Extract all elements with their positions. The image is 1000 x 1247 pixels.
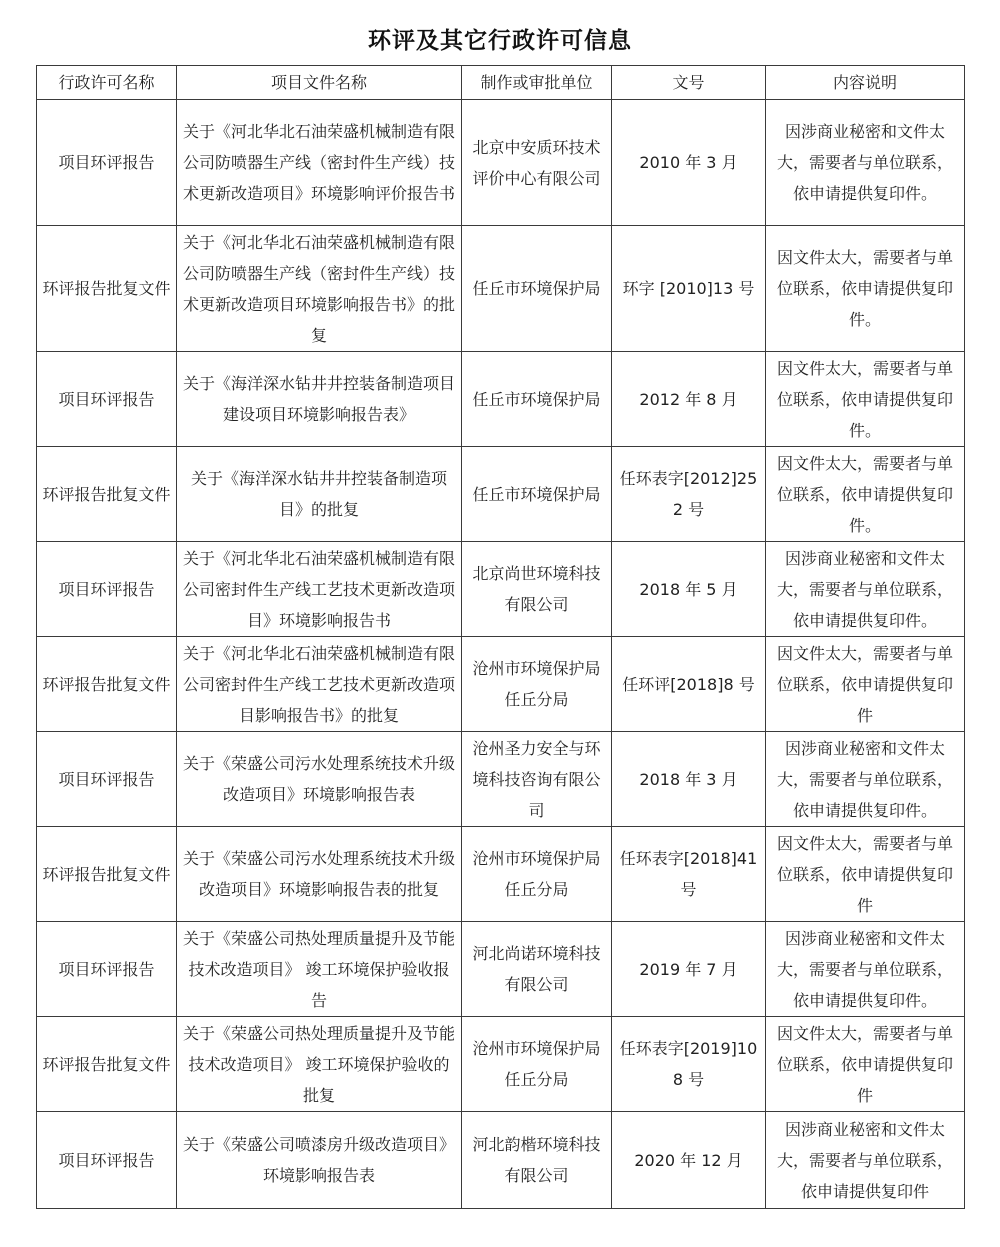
table-row xyxy=(37,922,965,1017)
description-cell: 因文件太大，需要者与单位联系，依申请提供复印件。 xyxy=(766,352,965,447)
doc-number-cell: 环字 [2010]13 号 xyxy=(612,226,766,352)
description-cell: 因文件太大，需要者与单位联系，依申请提供复印件 xyxy=(766,637,965,732)
table-row xyxy=(37,226,965,352)
column-header-description: 内容说明 xyxy=(766,66,965,100)
issuing-unit-cell: 任丘市环境保护局 xyxy=(462,352,612,447)
description-cell: 因涉商业秘密和文件太大，需要者与单位联系，依申请提供复印件。 xyxy=(766,100,965,226)
permit-name-cell: 环评报告批复文件 xyxy=(37,1017,177,1112)
issuing-unit-cell: 沧州市环境保护局任丘分局 xyxy=(462,637,612,732)
file-name-cell: 关于《海洋深水钻井井控装备制造项目建设项目环境影响报告表》 xyxy=(177,352,462,447)
doc-number-cell: 2019 年 7 月 xyxy=(612,922,766,1017)
table-row xyxy=(37,732,965,827)
description-cell: 因文件太大，需要者与单位联系，依申请提供复印件 xyxy=(766,1017,965,1112)
permit-name-cell: 环评报告批复文件 xyxy=(37,637,177,732)
column-header-doc-number: 文号 xyxy=(612,66,766,100)
permit-name-cell: 项目环评报告 xyxy=(37,542,177,637)
permit-name-cell: 项目环评报告 xyxy=(37,732,177,827)
column-header-file-name: 项目文件名称 xyxy=(177,66,462,100)
table-row xyxy=(37,100,965,226)
file-name-cell: 关于《荣盛公司喷漆房升级改造项目》环境影响报告表 xyxy=(177,1112,462,1209)
doc-number-cell: 任环评[2018]8 号 xyxy=(612,637,766,732)
permit-name-cell: 环评报告批复文件 xyxy=(37,447,177,542)
doc-number-cell: 2020 年 12 月 xyxy=(612,1112,766,1209)
file-name-cell: 关于《河北华北石油荣盛机械制造有限公司防喷器生产线（密封件生产线）技术更新改造项目》环境影响评价报告书 xyxy=(177,100,462,226)
column-header-issuing-unit: 制作或审批单位 xyxy=(462,66,612,100)
doc-number-cell: 任环表字[2018]41 号 xyxy=(612,827,766,922)
doc-number-cell: 2010 年 3 月 xyxy=(612,100,766,226)
doc-number-cell: 任环表字[2012]252 号 xyxy=(612,447,766,542)
description-cell: 因涉商业秘密和文件太大，需要者与单位联系，依申请提供复印件 xyxy=(766,1112,965,1209)
table-row xyxy=(37,542,965,637)
doc-number-cell: 2018 年 5 月 xyxy=(612,542,766,637)
issuing-unit-cell: 任丘市环境保护局 xyxy=(462,226,612,352)
permit-table xyxy=(36,65,965,1209)
table-row xyxy=(37,1017,965,1112)
doc-number-cell: 2012 年 8 月 xyxy=(612,352,766,447)
file-name-cell: 关于《河北华北石油荣盛机械制造有限公司密封件生产线工艺技术更新改造项目影响报告书》的批复 xyxy=(177,637,462,732)
issuing-unit-cell: 北京中安质环技术评价中心有限公司 xyxy=(462,100,612,226)
table-row xyxy=(37,352,965,447)
issuing-unit-cell: 北京尚世环境科技有限公司 xyxy=(462,542,612,637)
issuing-unit-cell: 沧州市环境保护局任丘分局 xyxy=(462,1017,612,1112)
permit-name-cell: 项目环评报告 xyxy=(37,352,177,447)
table-row xyxy=(37,447,965,542)
doc-number-cell: 任环表字[2019]108 号 xyxy=(612,1017,766,1112)
table-header xyxy=(37,66,965,100)
description-cell: 因文件太大，需要者与单位联系，依申请提供复印件。 xyxy=(766,447,965,542)
description-cell: 因文件太大，需要者与单位联系，依申请提供复印件 xyxy=(766,827,965,922)
issuing-unit-cell: 沧州市环境保护局任丘分局 xyxy=(462,827,612,922)
file-name-cell: 关于《海洋深水钻井井控装备制造项目》的批复 xyxy=(177,447,462,542)
permit-name-cell: 项目环评报告 xyxy=(37,100,177,226)
permit-name-cell: 项目环评报告 xyxy=(37,922,177,1017)
permit-name-cell: 项目环评报告 xyxy=(37,1112,177,1209)
file-name-cell: 关于《荣盛公司热处理质量提升及节能技术改造项目》 竣工环境保护验收的批复 xyxy=(177,1017,462,1112)
issuing-unit-cell: 河北尚诺环境科技有限公司 xyxy=(462,922,612,1017)
description-cell: 因文件太大，需要者与单位联系，依申请提供复印件。 xyxy=(766,226,965,352)
description-cell: 因涉商业秘密和文件太大，需要者与单位联系，依申请提供复印件。 xyxy=(766,542,965,637)
doc-number-cell: 2018 年 3 月 xyxy=(612,732,766,827)
file-name-cell: 关于《荣盛公司热处理质量提升及节能技术改造项目》 竣工环境保护验收报告 xyxy=(177,922,462,1017)
table-row xyxy=(37,827,965,922)
page-title: 环评及其它行政许可信息 xyxy=(368,28,632,54)
table-body xyxy=(37,100,965,1209)
column-header-permit-name: 行政许可名称 xyxy=(37,66,177,100)
file-name-cell: 关于《河北华北石油荣盛机械制造有限公司防喷器生产线（密封件生产线）技术更新改造项目环境影响报告书》的批复 xyxy=(177,226,462,352)
issuing-unit-cell: 河北韵楷环境科技有限公司 xyxy=(462,1112,612,1209)
file-name-cell: 关于《荣盛公司污水处理系统技术升级改造项目》环境影响报告表的批复 xyxy=(177,827,462,922)
table-row xyxy=(37,1112,965,1209)
file-name-cell: 关于《荣盛公司污水处理系统技术升级改造项目》环境影响报告表 xyxy=(177,732,462,827)
table-row xyxy=(37,637,965,732)
issuing-unit-cell: 沧州圣力安全与环境科技咨询有限公司 xyxy=(462,732,612,827)
description-cell: 因涉商业秘密和文件太大，需要者与单位联系，依申请提供复印件。 xyxy=(766,922,965,1017)
file-name-cell: 关于《河北华北石油荣盛机械制造有限公司密封件生产线工艺技术更新改造项目》环境影响报告书 xyxy=(177,542,462,637)
issuing-unit-cell: 任丘市环境保护局 xyxy=(462,447,612,542)
permit-name-cell: 环评报告批复文件 xyxy=(37,226,177,352)
permit-name-cell: 环评报告批复文件 xyxy=(37,827,177,922)
description-cell: 因涉商业秘密和文件太大，需要者与单位联系，依申请提供复印件。 xyxy=(766,732,965,827)
